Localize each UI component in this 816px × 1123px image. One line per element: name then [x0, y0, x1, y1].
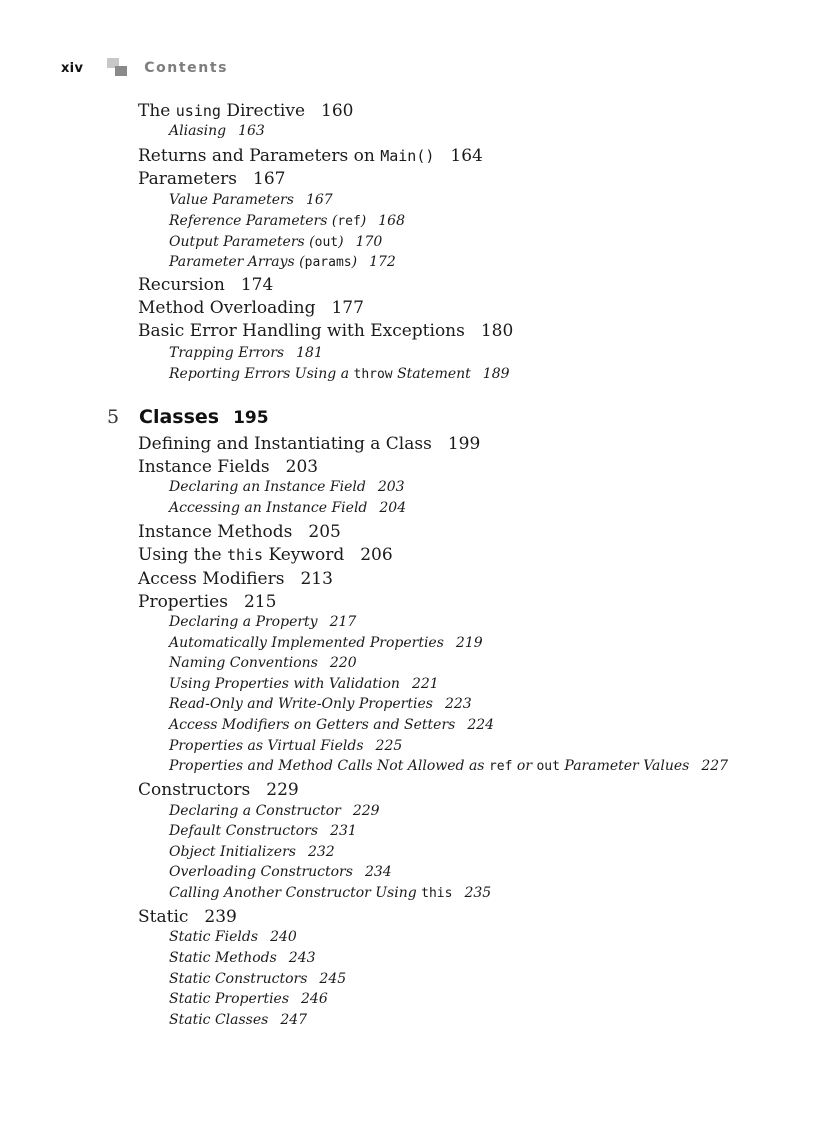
toc-subentry[interactable]	[169, 122, 265, 141]
toc-page-number: 215	[243, 592, 277, 612]
toc-page-number: 243	[288, 950, 316, 966]
toc-page-number: 225	[375, 738, 403, 754]
toc-subentry[interactable]	[169, 654, 357, 673]
title-text: Declaring a Property	[169, 614, 318, 630]
toc-entry-title	[138, 592, 228, 612]
title-text: Method Overloading	[138, 298, 316, 318]
toc-page-number: 167	[253, 169, 286, 189]
toc-entry-title	[169, 345, 284, 361]
toc-entry[interactable]	[138, 779, 299, 801]
toc-entry-title	[138, 101, 305, 121]
title-text: Overloading Constructors	[169, 864, 353, 880]
toc-page-number: 227	[701, 758, 729, 774]
title-text: Instance Methods	[138, 522, 293, 542]
title-text: Parameter Values	[559, 758, 690, 774]
toc-subentry[interactable]	[169, 990, 328, 1009]
title-text: Aliasing	[169, 123, 227, 139]
toc-entry-title	[169, 1012, 268, 1028]
title-text: )	[360, 213, 367, 229]
code-keyword: ref	[337, 214, 361, 229]
toc-entry[interactable]	[138, 100, 354, 122]
toc-page-number: 177	[331, 298, 364, 318]
title-text: Statement	[392, 366, 471, 382]
toc-entry-title	[138, 169, 237, 189]
toc-page-number: 229	[266, 780, 299, 800]
title-text: )	[351, 254, 358, 270]
toc-page-number: 245	[319, 971, 347, 987]
toc-entry[interactable]	[138, 320, 513, 342]
toc-entry-title	[169, 991, 289, 1007]
title-text: Naming Conventions	[169, 655, 318, 671]
toc-entry-title	[169, 123, 226, 139]
toc-page-number: 189	[482, 366, 510, 382]
code-keyword: Main()	[380, 147, 435, 165]
title-text: Declaring a Constructor	[169, 803, 341, 819]
toc-page-number: 167	[305, 192, 333, 208]
toc-page-number: 163	[238, 123, 265, 139]
title-text: Access Modifiers	[138, 569, 285, 589]
code-keyword: throw	[353, 367, 393, 382]
toc-subentry[interactable]	[169, 757, 728, 776]
toc-page-number: 164	[450, 146, 483, 166]
toc-page-number: 232	[307, 844, 335, 860]
title-text: Static Classes	[169, 1012, 269, 1028]
toc-subentry[interactable]	[169, 344, 323, 363]
toc-page-number: 181	[296, 345, 323, 361]
toc-entry-title	[169, 635, 444, 651]
toc-page-number: 247	[280, 1012, 308, 1028]
title-text: Read-Only and Write-Only Properties	[169, 696, 433, 712]
title-text: Trapping Errors	[169, 345, 285, 361]
title-text: Defining and Instantiating a Class	[138, 434, 432, 454]
toc-page-number: 203	[377, 479, 405, 495]
title-text: Static Constructors	[169, 971, 308, 987]
toc-subentry[interactable]	[169, 613, 356, 632]
toc-page-number: 223	[444, 696, 472, 712]
toc-page-number: 234	[364, 864, 392, 880]
title-text: Accessing an Instance Field	[169, 500, 368, 516]
toc-page-number: 239	[204, 907, 237, 927]
toc-page-number: 174	[240, 275, 274, 295]
title-text: Keyword	[263, 545, 345, 565]
title-text: Using the	[138, 545, 227, 565]
toc-entry-title	[138, 434, 432, 454]
code-keyword: using	[175, 102, 221, 120]
title-text: Recursion	[138, 275, 225, 295]
toc-subentry[interactable]	[169, 365, 510, 384]
title-text: Parameters	[138, 169, 237, 189]
section-label: Contents	[144, 60, 229, 76]
toc-entry[interactable]	[138, 456, 318, 478]
title-text: Reference Parameters (	[169, 213, 338, 229]
toc-entry-title	[169, 823, 318, 839]
title-text: Properties as Virtual Fields	[169, 738, 364, 754]
title-text: Reporting Errors Using a	[169, 366, 354, 382]
toc-entry-title	[138, 545, 344, 565]
toc-entry[interactable]	[138, 591, 276, 613]
toc-page-number: 206	[360, 545, 393, 565]
toc-page-number: 224	[467, 717, 495, 733]
title-text: Parameter Arrays (	[169, 254, 305, 270]
toc-subentry[interactable]	[169, 928, 297, 947]
toc-entry-title	[138, 146, 434, 166]
title-text: Value Parameters	[169, 192, 294, 208]
title-text: Returns and Parameters on	[138, 146, 381, 166]
title-text: Static	[138, 907, 189, 927]
running-head	[61, 58, 228, 78]
toc-entry-title	[138, 907, 188, 927]
toc-page-number: 213	[300, 569, 333, 589]
toc-subentry[interactable]	[169, 802, 380, 821]
toc-entry-title	[169, 929, 258, 945]
title-text: Output Parameters (	[169, 234, 315, 250]
toc-entry-title	[169, 758, 689, 774]
toc-page-number: 221	[411, 676, 439, 692]
toc-page-number: 235	[464, 885, 492, 901]
chapter-heading[interactable]	[107, 406, 269, 428]
toc-page-number: 160	[321, 101, 354, 121]
title-text: Access Modifiers on Getters and Setters	[169, 717, 456, 733]
title-text: Constructors	[138, 780, 251, 800]
toc-entry-title	[138, 321, 465, 341]
toc-entry-title	[169, 864, 353, 880]
toc-page-number: 204	[379, 500, 407, 516]
toc-subentry[interactable]	[169, 884, 491, 903]
toc-entry[interactable]	[138, 544, 393, 566]
toc-page-number: 217	[329, 614, 357, 630]
title-text: Using Properties with Validation	[169, 676, 400, 692]
toc-subentry[interactable]	[169, 970, 346, 989]
toc-entry[interactable]	[138, 568, 333, 590]
title-text: Static Fields	[169, 929, 259, 945]
toc-entry[interactable]	[138, 145, 483, 167]
title-text: Object Initializers	[169, 844, 296, 860]
toc-entry-title	[169, 676, 400, 692]
toc-entry-title	[169, 500, 367, 516]
toc-entry-title	[169, 971, 307, 987]
toc-subentry[interactable]	[169, 675, 439, 694]
toc-page-number: 180	[480, 321, 514, 341]
title-text: Automatically Implemented Properties	[169, 635, 444, 651]
toc-subentry[interactable]	[169, 695, 472, 714]
toc-entry-title	[169, 655, 318, 671]
toc-page-number: 172	[369, 254, 396, 270]
toc-page-number: 219	[455, 635, 483, 651]
toc-subentry[interactable]	[169, 233, 382, 252]
toc-entry-title	[138, 569, 284, 589]
toc-page-number: 229	[352, 803, 380, 819]
title-text: Declaring an Instance Field	[169, 479, 366, 495]
code-keyword: params	[304, 255, 352, 270]
title-text: The	[138, 101, 176, 121]
chapter-number: 5	[107, 406, 120, 428]
chapter-page-number: 195	[233, 408, 269, 428]
toc-entry-title	[138, 298, 315, 318]
toc-entry-title	[169, 696, 433, 712]
toc-entry-title	[169, 234, 344, 250]
toc-subentry[interactable]	[169, 843, 335, 862]
toc-subentry[interactable]	[169, 499, 406, 518]
code-keyword: out	[314, 235, 339, 250]
toc-entry-title	[138, 522, 292, 542]
toc-entry-title	[169, 803, 341, 819]
toc-subentry[interactable]	[169, 1011, 307, 1030]
toc-entry[interactable]	[138, 297, 364, 319]
title-text: Static Methods	[169, 950, 277, 966]
toc-entry-title	[169, 844, 296, 860]
toc-page-number: 170	[355, 234, 383, 250]
code-keyword: this	[421, 886, 453, 901]
code-keyword: out	[536, 759, 560, 774]
title-text: Static Properties	[169, 991, 290, 1007]
toc-page-number: 168	[378, 213, 405, 229]
toc-entry-title	[169, 950, 277, 966]
toc-entry-title	[169, 192, 294, 208]
toc-page-number: 246	[301, 991, 328, 1007]
chapter-title: Classes	[139, 406, 220, 428]
toc-entry[interactable]	[138, 433, 480, 455]
toc-entry-title	[169, 213, 366, 229]
toc-subentry[interactable]	[169, 716, 494, 735]
toc-entry[interactable]	[138, 521, 341, 543]
toc-entry[interactable]	[138, 906, 237, 928]
toc-entry-title	[169, 479, 366, 495]
toc-subentry[interactable]	[169, 949, 316, 968]
toc-page-number: 203	[285, 457, 319, 477]
toc-entry-title	[138, 275, 225, 295]
toc-page-number: 205	[308, 522, 341, 542]
toc-entry-title	[169, 614, 318, 630]
toc-subentry[interactable]	[169, 863, 392, 882]
toc-page-number: 220	[329, 655, 357, 671]
toc-entry-title	[169, 738, 364, 754]
toc-entry-title	[169, 885, 452, 901]
toc-subentry[interactable]	[169, 737, 402, 756]
toc-page-number: 231	[330, 823, 357, 839]
toc-subentry[interactable]	[169, 253, 396, 272]
title-text: Properties	[138, 592, 228, 612]
toc-subentry[interactable]	[169, 212, 405, 231]
toc-subentry[interactable]	[169, 478, 405, 497]
toc-page-number: 199	[447, 434, 481, 454]
toc-subentry[interactable]	[169, 191, 333, 210]
toc-entry[interactable]	[138, 168, 285, 190]
page-folio: xiv	[61, 60, 84, 76]
toc-page-number: 240	[270, 929, 297, 945]
toc-subentry[interactable]	[169, 634, 483, 653]
title-text: Basic Error Handling with Exceptions	[138, 321, 465, 341]
toc-entry-title	[169, 254, 357, 270]
toc-subentry[interactable]	[169, 822, 357, 841]
toc-entry-title	[169, 717, 455, 733]
title-text: Directive	[220, 101, 306, 121]
code-keyword: ref	[488, 759, 513, 774]
toc-entry-title	[169, 366, 471, 382]
title-text: Instance Fields	[138, 457, 270, 477]
title-text: )	[338, 234, 344, 250]
section-mark-icon	[107, 58, 129, 78]
code-keyword: this	[226, 546, 264, 564]
title-text: or	[512, 758, 537, 774]
toc-entry-title	[138, 780, 250, 800]
title-text: Default Constructors	[169, 823, 319, 839]
toc-entry-title	[138, 457, 270, 477]
title-text: Properties and Method Calls Not Allowed as	[169, 758, 489, 774]
toc-entry[interactable]	[138, 274, 273, 296]
title-text: Calling Another Constructor Using	[169, 885, 422, 901]
